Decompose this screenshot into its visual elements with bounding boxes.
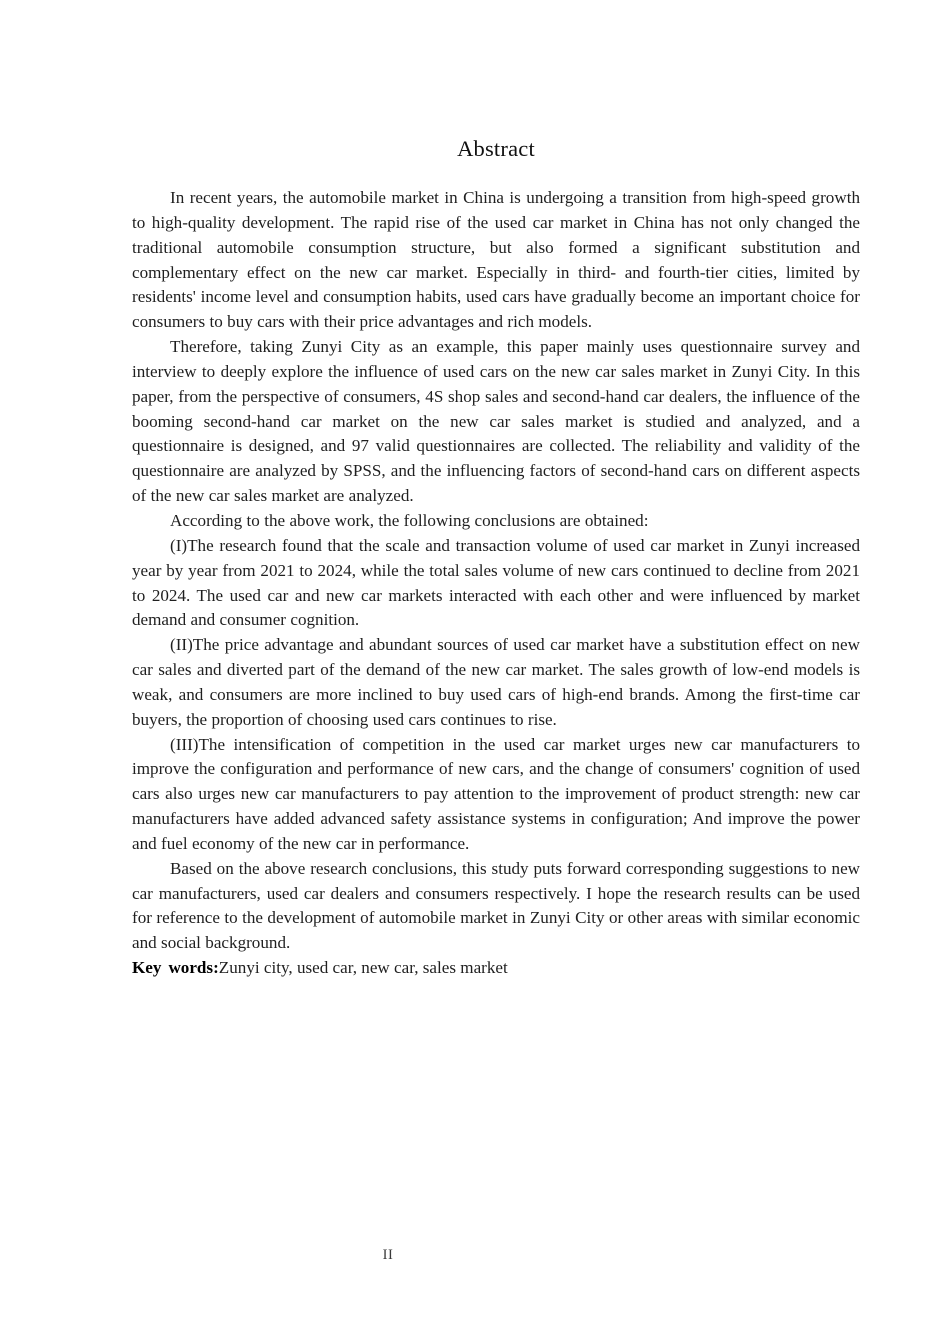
paragraph-intro: In recent years, the automobile market in China is undergoing a transition from high-speed growth to high-quality development. The rapid rise of the used car market in China has not only changed the traditional automobile consumption structure, but also formed a significant substitution and complementary effect on the new car market. Especially in third- and fourth-tier cities, limited by residents' income level and consumption habits, used cars have gradually become an important choice for consumers to buy cars with their price advantages and rich models. [132, 188, 860, 332]
abstract-body [132, 186, 860, 981]
keywords-line [132, 956, 860, 981]
keywords-value: Zunyi city, used car, new car, sales market [218, 958, 508, 978]
keywords-label-key: Key [132, 958, 162, 978]
paragraph-conclusions-lead: According to the above work, the following conclusions are obtained: [170, 510, 649, 530]
paragraph-conclusion-3: (III)The intensification of competition in the used car market urges new car manufacturers to improve the configuration and performance of new cars, and the change of consumers' cognition of used cars also urges new car manufacturers to pay attention to the improvement of product strength: new car manufacturers have added advanced safety assistance systems in configuration; And improve the power and fuel economy of the new car in performance. [132, 734, 860, 853]
paragraph-methodology: Therefore, taking Zunyi City as an example, this paper mainly uses questionnaire survey and interview to deeply explore the influence of used cars on the new car sales market in Zunyi City. In this paper, from the perspective of consumers, 4S shop sales and second-hand car dealers, the influence of the booming second-hand car market on the new car sales market is studied and analyzed, and a questionnaire is designed, and 97 valid questionnaires are collected. The reliability and validity of the questionnaire are analyzed by SPSS, and the influencing factors of second-hand cars on different aspects of the new car sales market are analyzed. [132, 337, 860, 506]
page-content [132, 0, 860, 981]
keywords-label-words: words: [168, 958, 219, 978]
paragraph-conclusion-2: (II)The price advantage and abundant sources of used car market have a substitution effect on new car sales and diverted part of the demand of the new car market. The sales growth of low-end models is weak, and consumers are more inclined to buy used cars of high-end brands. Among the first-time car buyers, the proportion of choosing used cars continues to rise. [132, 635, 860, 729]
page-number: II [382, 1247, 394, 1263]
paragraph-recommendations: Based on the above research conclusions, this study puts forward corresponding suggestions to new car manufacturers, used car dealers and consumers respectively. I hope the research results can be used for reference to the development of automobile market in Zunyi City or other areas with similar economic and social background. [132, 858, 860, 953]
page-title: Abstract [457, 136, 535, 161]
page-footer [0, 1248, 950, 1263]
paragraph-conclusion-1: (I)The research found that the scale and transaction volume of used car market in Zunyi increased year by year from 2021 to 2024, while the total sales volume of new cars continued to decline from 2021 to 2024. The used car and new car markets interacted with each other and were influenced by market demand and consumer cognition. [132, 535, 860, 630]
